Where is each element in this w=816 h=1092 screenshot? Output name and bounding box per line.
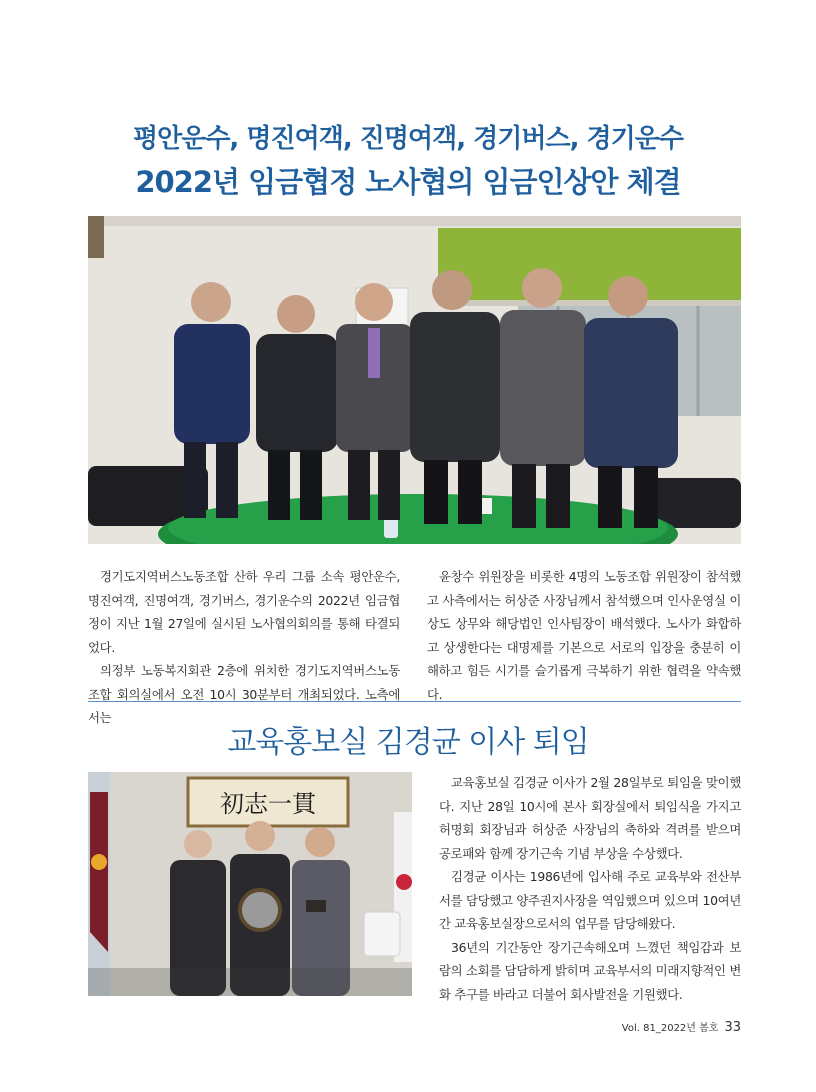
article2-paragraph: 김경균 이사는 1986년에 입사해 주로 교육부와 전산부서를 담당했고 양주권지사장을 역임했으며 있으며 10여년간 교육홍보실장으로서의 업무를 담당해왔다. xyxy=(439,869,741,931)
issue-label: Vol. 81_2022년 봄호 xyxy=(621,1023,719,1034)
page-footer xyxy=(600,1019,741,1035)
article1-column-1 xyxy=(88,565,400,730)
calligraphy-text: 初志一貫 xyxy=(220,790,316,818)
article2-column xyxy=(439,771,741,1006)
retirement-photo xyxy=(88,772,412,996)
article1-paragraph: 윤창수 위원장을 비롯한 4명의 노동조합 위원장이 참석했고 사측에서는 허상준 사장님께서 참석했으며 인사운영실 이상도 상무와 해당법인 인사팀장이 배석했다. 노사가 화합하고 상생한다는 대명제를 기본으로 서로의 입장을 충분히 이해하고 힘든 시기를 슬기롭게 극복하기 위한 협력을 약속했다. xyxy=(427,569,741,702)
article2-title: 교육홍보실 김경균 이사 퇴임 xyxy=(227,725,589,760)
section-divider xyxy=(88,701,741,702)
article1-title-line1: 평안운수, 명진여객, 진명여객, 경기버스, 경기운수 xyxy=(132,124,684,154)
page-number: 33 xyxy=(724,1020,741,1035)
article1-column-2 xyxy=(427,565,741,706)
article2-paragraph: 교육홍보실 김경균 이사가 2월 28일부로 퇴임을 맞이했다. 지난 28일 10시에 본사 회장실에서 퇴임식을 가지고 허명회 회장님과 허상준 사장님의 축하와 격려를 받으며 공로패와 함께 장기근속 기념 부상을 수상했다. xyxy=(439,775,741,861)
group-photo xyxy=(88,216,741,544)
article2-paragraph: 36년의 기간동안 장기근속해오며 느꼈던 책임감과 보람의 소회를 담담하게 밝히며 교육부서의 미래지향적인 변화 추구를 바라고 더불어 회사발전을 기원했다. xyxy=(439,939,741,1002)
article1-title-line2: 2022년 임금협정 노사협의 임금인상안 체결 xyxy=(135,165,681,199)
article1-paragraph: 경기도지역버스노동조합 산하 우리 그룹 소속 평안운수, 명진여객, 진명여객, 경기버스, 경기운수의 2022년 임금협정이 지난 1월 27일에 실시된 노사협의회의를 통해 타결되었다. xyxy=(88,569,400,655)
article1-paragraph: 의정부 노동복지회관 2층에 위치한 경기도지역버스노동조합 회의실에서 오전 10시 30분부터 개최되었다. 노측에서는 xyxy=(88,663,400,725)
